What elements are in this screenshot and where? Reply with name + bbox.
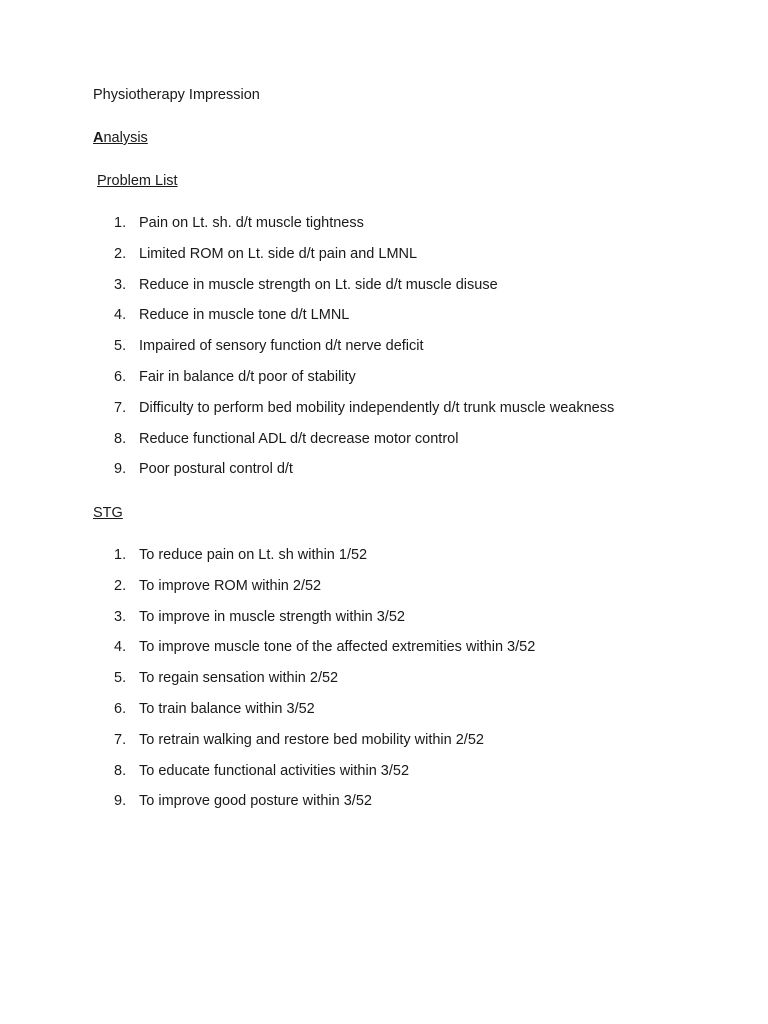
list-item-number: 9. [114, 461, 127, 478]
list-item-number: 4. [114, 639, 127, 656]
list-item-text: Fair in balance d/t poor of stability [139, 368, 356, 385]
list-item-text: To improve good posture within 3/52 [139, 793, 372, 810]
list-item-number: 2. [114, 577, 127, 594]
list-item-number: 1. [114, 215, 127, 231]
list-item-text: To improve in muscle strength within 3/52 [139, 608, 405, 625]
analysis-heading-rest: nalysis [103, 130, 148, 146]
list-item-number: 2. [114, 245, 127, 262]
list-item-text: To improve ROM within 2/52 [139, 577, 322, 594]
list-item-number: 8. [114, 762, 127, 779]
problem-list-heading: Problem List [97, 173, 178, 189]
list-item-text: To train balance within 3/52 [139, 700, 315, 717]
list-item-number: 3. [114, 276, 127, 293]
list-item-number: 6. [114, 368, 127, 385]
document-title: Physiotherapy Impression [93, 87, 260, 103]
stg-heading: STG [93, 505, 123, 521]
list-item-number: 7. [114, 399, 127, 416]
list-item-text: Reduce in muscle strength on Lt. side d/t muscle disuse [139, 276, 498, 293]
list-item-number: 8. [114, 430, 127, 447]
list-item-text: To educate functional activities within 3/52 [139, 762, 410, 779]
list-item-text: To retrain walking and restore bed mobility within 2/52 [139, 731, 484, 748]
list-item-text: Reduce in muscle tone d/t LMNL [139, 307, 350, 324]
list-item-text: To reduce pain on Lt. sh within 1/52 [139, 547, 368, 563]
list-item-text: Limited ROM on Lt. side d/t pain and LMNL [139, 245, 418, 262]
list-item-number: 5. [114, 338, 127, 355]
list-item-text: To regain sensation within 2/52 [139, 670, 339, 687]
list-item-number: 9. [114, 793, 127, 810]
analysis-heading [93, 129, 148, 147]
list-item-number: 6. [114, 700, 127, 717]
list-item-text: Pain on Lt. sh. d/t muscle tightness [139, 215, 364, 231]
list-item-text: To improve muscle tone of the affected extremities within 3/52 [139, 639, 536, 656]
list-item-text: Impaired of sensory function d/t nerve deficit [139, 338, 424, 355]
list-item-number: 4. [114, 307, 127, 324]
list-item-text: Difficulty to perform bed mobility independently d/t trunk muscle weakness [139, 399, 615, 416]
list-item-number: 1. [114, 547, 127, 563]
list-item-text: Poor postural control d/t [139, 461, 293, 478]
analysis-heading-first-letter: A [93, 130, 104, 146]
list-item-number: 7. [114, 731, 127, 748]
list-item-number: 5. [114, 670, 127, 687]
list-item-text: Reduce functional ADL d/t decrease motor control [139, 430, 459, 447]
list-item-number: 3. [114, 608, 127, 625]
